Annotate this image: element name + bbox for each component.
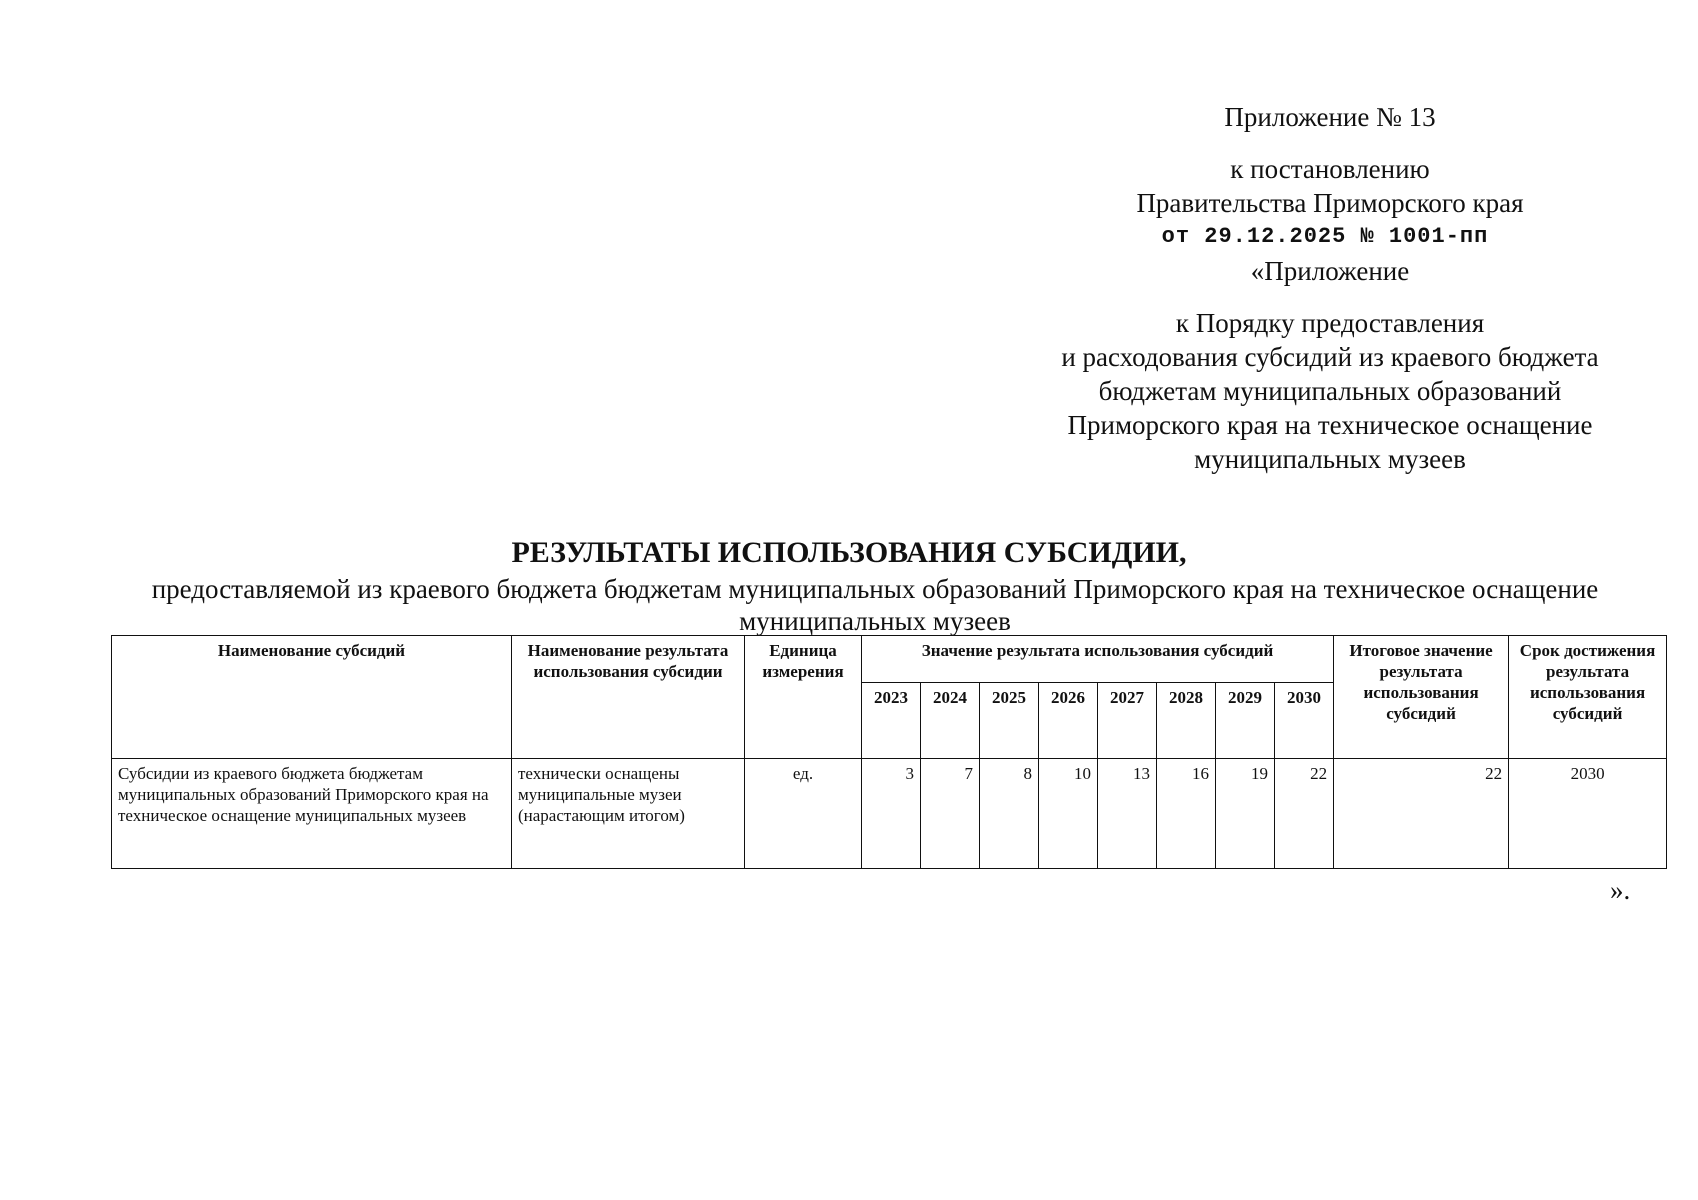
cell-value-2023: 3 [862,759,921,869]
cell-value-2024: 7 [921,759,980,869]
cell-value-2028: 16 [1157,759,1216,869]
results-table [111,635,1667,869]
cell-subsidy-name: Субсидии из краевого бюджета бюджетам муниципальных образований Приморского края на техническое оснащение муниципальных музеев [112,759,512,869]
cell-value-2029: 19 [1216,759,1275,869]
header-year-2023: 2023 [862,683,921,759]
order-line-1: к Порядку предоставления [1175,308,1485,338]
header-values-group: Значение результата использования субсидий [862,636,1334,683]
government-name: Правительства Приморского края [1136,188,1524,218]
to-resolution: к постановлению [1230,154,1430,184]
document-title: РЕЗУЛЬТАТЫ ИСПОЛЬЗОВАНИЯ СУБСИДИИ, [511,536,1187,569]
cell-value-2027: 13 [1098,759,1157,869]
table-row [112,759,1667,869]
cell-value-2026: 10 [1039,759,1098,869]
header-result-name: Наименование результата использования субсидии [512,636,745,759]
header-subsidy-name: Наименование субсидий [112,636,512,759]
document-subtitle: предоставляемой из краевого бюджета бюджетам муниципальных образований Приморского края на техническое оснащение муниципальных музеев [151,574,1599,636]
header-year-2024: 2024 [921,683,980,759]
cell-unit: ед. [745,759,862,869]
order-line-3: бюджетам муниципальных образований [1098,376,1562,406]
header-year-2028: 2028 [1157,683,1216,759]
cell-value-2030: 22 [1275,759,1334,869]
cell-value-2025: 8 [980,759,1039,869]
order-line-4: Приморского края на техническое оснащение [1067,410,1593,440]
header-deadline: Срок достижения результата использования субсидий [1509,636,1667,759]
appendix-open: «Приложение [1250,256,1410,286]
header-year-2030: 2030 [1275,683,1334,759]
header-year-2026: 2026 [1039,683,1098,759]
header-year-2025: 2025 [980,683,1039,759]
cell-deadline: 2030 [1509,759,1667,869]
header-unit: Единица измерения [745,636,862,759]
appendix-header [1000,100,1660,476]
closing-quote-mark: ». [1610,875,1631,905]
order-line-5: муниципальных музеев [1194,444,1466,474]
header-total: Итоговое значение результата использования субсидий [1334,636,1509,759]
appendix-number: Приложение № 13 [1224,102,1436,132]
cell-result-name: технически оснащены муниципальные музеи (нарастающим итогом) [512,759,745,869]
header-year-2029: 2029 [1216,683,1275,759]
cell-total: 22 [1334,759,1509,869]
resolution-date-number: от 29.12.2025 № 1001-пп [1161,224,1489,249]
order-line-2: и расходования субсидий из краевого бюджета [1061,342,1599,372]
header-year-2027: 2027 [1098,683,1157,759]
